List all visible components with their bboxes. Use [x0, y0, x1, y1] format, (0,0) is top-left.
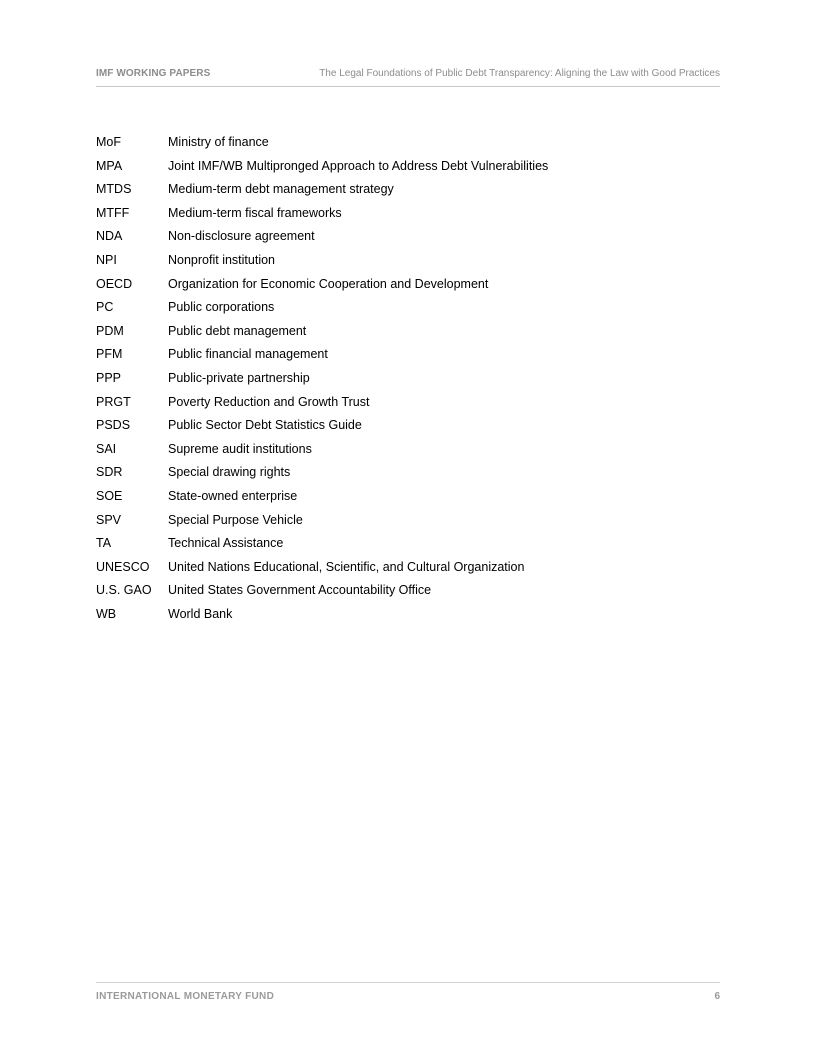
abbreviation-term: NDA	[96, 229, 123, 244]
abbreviation-term: WB	[96, 606, 117, 621]
abbreviation-term: PRGT	[96, 394, 131, 409]
abbreviation-definition: Nonprofit institution	[168, 252, 276, 267]
page-number: 6	[714, 991, 720, 1002]
abbreviation-term: OECD	[96, 276, 133, 291]
abbreviation-definition: Poverty Reduction and Growth Trust	[168, 394, 370, 409]
abbreviation-definition: Medium-term fiscal frameworks	[168, 205, 342, 220]
abbreviation-term: PDM	[96, 323, 124, 338]
abbreviation-row	[96, 134, 720, 158]
abbreviation-definition: Special Purpose Vehicle	[168, 512, 303, 527]
abbreviation-row	[96, 512, 720, 536]
abbreviation-row	[96, 276, 720, 300]
abbreviation-term: PPP	[96, 370, 122, 385]
abbreviation-row	[96, 535, 720, 559]
abbreviation-definition: Public financial management	[168, 347, 328, 362]
abbreviation-row	[96, 606, 720, 630]
abbreviation-term: MTDS	[96, 182, 132, 197]
abbreviation-term: SPV	[96, 512, 122, 527]
abbreviation-row	[96, 299, 720, 323]
abbreviation-row	[96, 559, 720, 583]
paper-title: The Legal Foundations of Public Debt Transparency: Aligning the Law with Good Practices	[319, 68, 720, 79]
abbreviation-definition: Supreme audit institutions	[168, 441, 312, 456]
abbreviation-row	[96, 582, 720, 606]
abbreviation-term: PC	[96, 300, 114, 315]
abbreviation-term: SAI	[96, 441, 117, 456]
abbreviation-definition: State-owned enterprise	[168, 488, 298, 503]
abbreviation-definition: Public debt management	[168, 323, 307, 338]
abbreviation-term: MTFF	[96, 205, 130, 220]
abbreviation-definition: World Bank	[168, 606, 233, 621]
abbreviation-definition: Public-private partnership	[168, 370, 310, 385]
abbreviation-definition: Joint IMF/WB Multipronged Approach to Address Debt Vulnerabilities	[168, 158, 549, 173]
abbreviation-term: PFM	[96, 347, 123, 362]
abbreviation-row	[96, 441, 720, 465]
abbreviation-row	[96, 228, 720, 252]
abbreviation-definition: Medium-term debt management strategy	[168, 182, 394, 197]
abbreviation-definition: Technical Assistance	[168, 536, 284, 551]
abbreviation-term: PSDS	[96, 418, 131, 433]
abbreviation-definition: Public corporations	[168, 300, 275, 315]
abbreviation-definition: Non-disclosure agreement	[168, 229, 315, 244]
abbreviation-term: UNESCO	[96, 559, 150, 574]
abbreviation-definition: Special drawing rights	[168, 465, 291, 480]
abbreviation-term: SDR	[96, 465, 123, 480]
abbreviation-term: NPI	[96, 252, 117, 267]
abbreviation-row	[96, 158, 720, 182]
abbreviation-term: MPA	[96, 158, 123, 173]
publisher-name: INTERNATIONAL MONETARY FUND	[96, 991, 275, 1002]
abbreviation-term: SOE	[96, 488, 123, 503]
abbreviation-row	[96, 205, 720, 229]
page-header	[96, 66, 720, 87]
abbreviation-term: U.S. GAO	[96, 583, 152, 598]
abbreviation-row	[96, 323, 720, 347]
abbreviation-row	[96, 394, 720, 418]
abbreviation-row	[96, 252, 720, 276]
abbreviation-row	[96, 488, 720, 512]
abbreviation-list	[96, 134, 720, 629]
page-footer	[96, 982, 720, 1007]
abbreviation-row	[96, 181, 720, 205]
abbreviation-row	[96, 346, 720, 370]
abbreviation-definition: Ministry of finance	[168, 135, 269, 149]
abbreviation-term: TA	[96, 536, 112, 551]
abbreviation-term: MoF	[96, 135, 121, 149]
abbreviation-row	[96, 464, 720, 488]
abbreviation-row	[96, 370, 720, 394]
abbreviation-definition: United States Government Accountability Office	[168, 583, 432, 598]
series-title: IMF WORKING PAPERS	[96, 68, 211, 79]
abbreviation-definition: Organization for Economic Cooperation and Development	[168, 276, 489, 291]
abbreviation-row	[96, 417, 720, 441]
abbreviation-definition: Public Sector Debt Statistics Guide	[168, 418, 362, 433]
abbreviation-definition: United Nations Educational, Scientific, and Cultural Organization	[168, 559, 525, 574]
